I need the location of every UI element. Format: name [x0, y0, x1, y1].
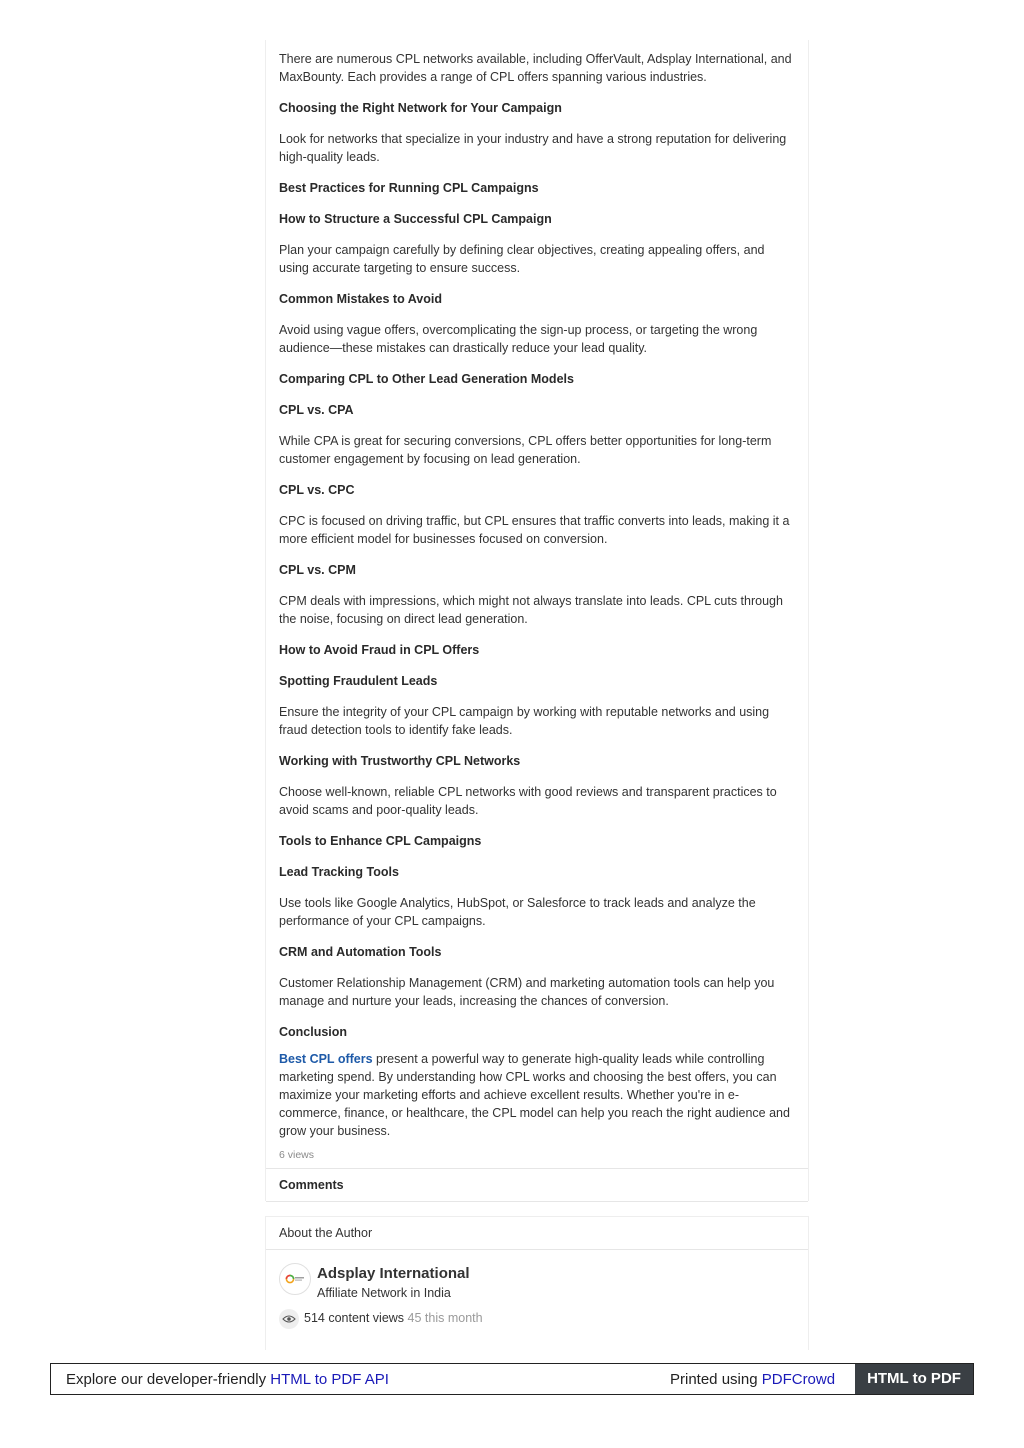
paragraph: Customer Relationship Management (CRM) and marketing automation tools can help you manage and nurture your leads, increasing the chances of conversion.	[279, 976, 775, 1008]
paragraph: There are numerous CPL networks available, including OfferVault, Adsplay International, and MaxBounty. Each provides a range of CPL offers spanning various industries.	[279, 52, 792, 84]
paragraph: Ensure the integrity of your CPL campaign by working with reputable networks and using fraud detection tools to identify fake leads.	[279, 705, 770, 737]
conclusion-paragraph	[279, 1050, 797, 1140]
section-heading: Tools to Enhance CPL Campaigns	[279, 834, 482, 848]
section-heading: CPL vs. CPC	[279, 483, 355, 497]
html-to-pdf-api-link[interactable]: HTML to PDF API	[270, 1371, 389, 1388]
section-heading: CRM and Automation Tools	[279, 945, 442, 959]
section-heading: How to Avoid Fraud in CPL Offers	[279, 643, 480, 657]
footer-printed	[670, 1371, 835, 1388]
paragraph: CPC is focused on driving traffic, but CPL ensures that traffic converts into leads, making it a more efficient model for businesses focused on conversion.	[279, 514, 790, 546]
paragraph: CPM deals with impressions, which might not always translate into leads. CPL cuts through the noise, focusing on direct lead generation.	[279, 594, 783, 626]
pdf-footer-bar	[50, 1363, 974, 1395]
author-card	[265, 1216, 809, 1350]
about-author-title: About the Author	[279, 1226, 373, 1240]
author-subtitle: Affiliate Network in India	[317, 1286, 451, 1300]
author-section-header	[266, 1217, 808, 1250]
footer-promo-text: Explore our developer-friendly	[66, 1371, 271, 1388]
author-stats	[304, 1311, 483, 1325]
section-heading: Best Practices for Running CPL Campaigns	[279, 181, 539, 195]
pdfcrowd-link[interactable]: PDFCrowd	[761, 1371, 836, 1388]
section-heading: Choosing the Right Network for Your Campaign	[279, 101, 562, 115]
comments-heading: Comments	[279, 1178, 344, 1192]
view-count: 6 views	[279, 1149, 315, 1161]
section-heading: Conclusion	[279, 1025, 348, 1039]
conclusion-text: present a powerful way to generate high-quality leads while controlling marketing spend. By understanding how CPL works and choosing the best offers, you can maximize your marketing efforts and achieve excellent results. Whether you're in e-commerce, finance, or healthcare, the CPL model can help you reach the right audience and grow your business.	[279, 1052, 790, 1138]
section-heading: CPL vs. CPM	[279, 563, 356, 577]
section-heading: Lead Tracking Tools	[279, 865, 399, 879]
comments-section[interactable]	[266, 1168, 808, 1202]
article-card	[265, 40, 809, 1201]
article-body	[279, 50, 797, 1054]
section-heading: Spotting Fraudulent Leads	[279, 674, 438, 688]
paragraph: Look for networks that specialize in your industry and have a strong reputation for delivering high-quality leads.	[279, 132, 787, 164]
best-cpl-offers-link[interactable]: Best CPL offers	[279, 1052, 373, 1066]
section-heading: How to Structure a Successful CPL Campaign	[279, 212, 552, 226]
paragraph: While CPA is great for securing conversions, CPL offers better opportunities for long-term customer engagement by focusing on lead generation.	[279, 434, 772, 466]
author-name[interactable]: Adsplay International	[317, 1265, 470, 1282]
content-views: 514 content views	[304, 1311, 405, 1325]
section-heading: Common Mistakes to Avoid	[279, 292, 442, 306]
section-heading: Working with Trustworthy CPL Networks	[279, 754, 521, 768]
section-heading: CPL vs. CPA	[279, 403, 354, 417]
conclusion-section	[279, 1050, 797, 1153]
paragraph: Avoid using vague offers, overcomplicating the sign-up process, or targeting the wrong audience—these mistakes can drastically reduce your lead quality.	[279, 323, 758, 355]
adsplay-logo-icon[interactable]	[279, 1263, 311, 1295]
paragraph: Plan your campaign carefully by defining clear objectives, creating appealing offers, and using accurate targeting to ensure success.	[279, 243, 765, 275]
html-to-pdf-badge[interactable]: HTML to PDF	[855, 1364, 973, 1394]
footer-promo	[66, 1371, 389, 1388]
views-this-month: 45 this month	[407, 1311, 483, 1325]
eye-icon	[279, 1309, 299, 1329]
section-heading: Comparing CPL to Other Lead Generation Models	[279, 372, 574, 386]
paragraph: Use tools like Google Analytics, HubSpot, or Salesforce to track leads and analyze the performance of your CPL campaigns.	[279, 896, 756, 928]
footer-printed-text: Printed using	[670, 1371, 762, 1388]
paragraph: Choose well-known, reliable CPL networks with good reviews and transparent practices to avoid scams and poor-quality leads.	[279, 785, 777, 817]
